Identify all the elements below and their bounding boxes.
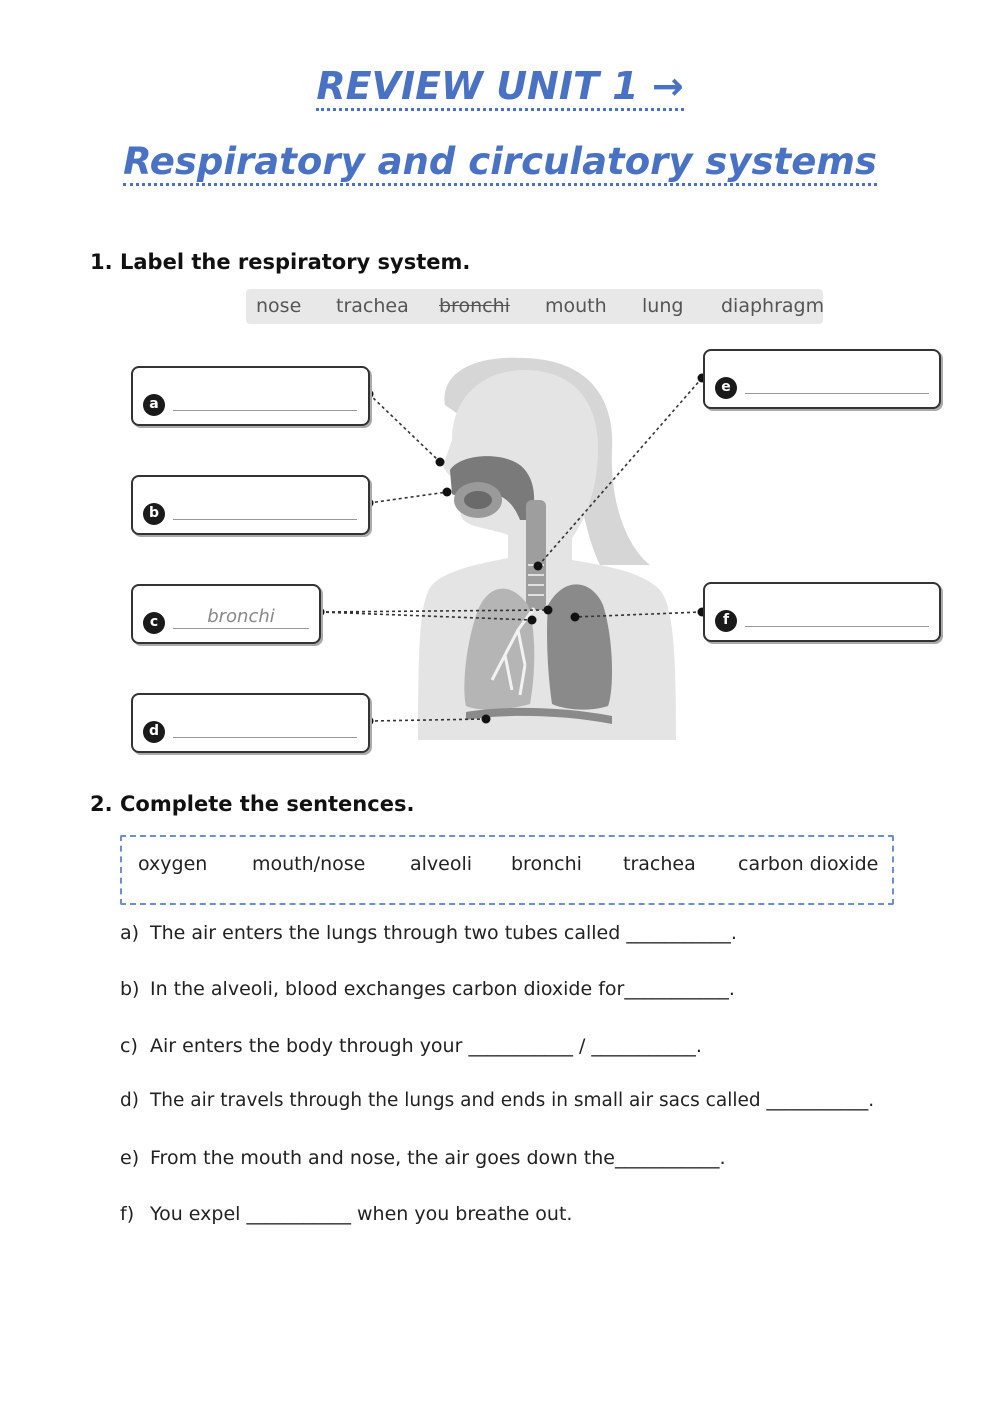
label-letter-c: c bbox=[143, 612, 165, 634]
sentence-word-bank bbox=[120, 835, 894, 905]
sentence-letter: a) bbox=[120, 922, 140, 944]
worksheet-title: REVIEW UNIT 1 → bbox=[0, 64, 1000, 108]
answer-line bbox=[173, 737, 357, 738]
word-bank-item: nose bbox=[256, 295, 302, 317]
word-bank-item-used: bronchi bbox=[439, 295, 510, 317]
section-2-number: 2. bbox=[90, 792, 113, 816]
sentence-item bbox=[120, 978, 735, 1000]
label-box-b bbox=[131, 475, 370, 535]
word-bank-item: trachea bbox=[336, 295, 409, 317]
sentence-letter: b) bbox=[120, 978, 140, 1000]
section-1-title: Label the respiratory system. bbox=[120, 250, 471, 274]
label-box-c bbox=[131, 584, 321, 644]
section-2-heading bbox=[90, 792, 414, 816]
label-letter-f: f bbox=[715, 610, 737, 632]
word-bank-item: lung bbox=[642, 295, 684, 317]
sentence-text[interactable]: From the mouth and nose, the air goes down the___________. bbox=[150, 1147, 726, 1169]
sentence-letter: e) bbox=[120, 1147, 140, 1169]
answer-line bbox=[173, 519, 357, 520]
sentence-letter: f) bbox=[120, 1203, 135, 1225]
word-bank-item: diaphragm bbox=[721, 295, 825, 317]
sentence-item bbox=[120, 1090, 874, 1111]
sentence-item bbox=[120, 1147, 726, 1169]
sentence-text[interactable]: Air enters the body through your ___________ / ___________. bbox=[150, 1035, 702, 1057]
word-bank-item: carbon dioxide bbox=[738, 853, 879, 875]
worksheet-subtitle: Respiratory and circulatory systems bbox=[0, 140, 1000, 183]
sentence-text[interactable]: In the alveoli, blood exchanges carbon dioxide for___________. bbox=[150, 978, 735, 1000]
word-bank-item: mouth bbox=[545, 295, 607, 317]
label-box-f bbox=[703, 582, 941, 642]
answer-line bbox=[173, 628, 309, 629]
section-2-title: Complete the sentences. bbox=[120, 792, 415, 816]
label-box-d bbox=[131, 693, 370, 753]
sentence-text[interactable]: The air travels through the lungs and ends in small air sacs called ___________. bbox=[150, 1090, 875, 1111]
answer-line bbox=[745, 626, 929, 627]
sentence-item bbox=[120, 1203, 572, 1225]
word-bank-item: alveoli bbox=[410, 853, 473, 875]
sentence-item bbox=[120, 1035, 702, 1057]
sentence-text[interactable]: The air enters the lungs through two tubes called ___________. bbox=[150, 922, 737, 944]
word-bank-item: mouth/nose bbox=[252, 853, 366, 875]
trachea-shape bbox=[526, 500, 546, 610]
word-bank-item: oxygen bbox=[138, 853, 208, 875]
word-bank-item: trachea bbox=[623, 853, 696, 875]
sentence-text[interactable]: You expel ___________ when you breathe out. bbox=[150, 1203, 573, 1225]
label-box-e bbox=[703, 349, 941, 409]
label-letter-b: b bbox=[143, 503, 165, 525]
sentence-item bbox=[120, 922, 737, 944]
sentence-letter: c) bbox=[120, 1035, 138, 1057]
label-box-a bbox=[131, 366, 370, 426]
label-letter-a: a bbox=[143, 394, 165, 416]
label-answer-c[interactable]: bronchi bbox=[207, 606, 275, 627]
tongue-shape bbox=[464, 491, 492, 509]
word-bank-item: bronchi bbox=[511, 853, 582, 875]
answer-line bbox=[173, 410, 357, 411]
section-1-number: 1. bbox=[90, 250, 113, 274]
answer-line bbox=[745, 393, 929, 394]
label-letter-d: d bbox=[143, 721, 165, 743]
label-letter-e: e bbox=[715, 377, 737, 399]
sentence-letter: d) bbox=[120, 1090, 139, 1111]
